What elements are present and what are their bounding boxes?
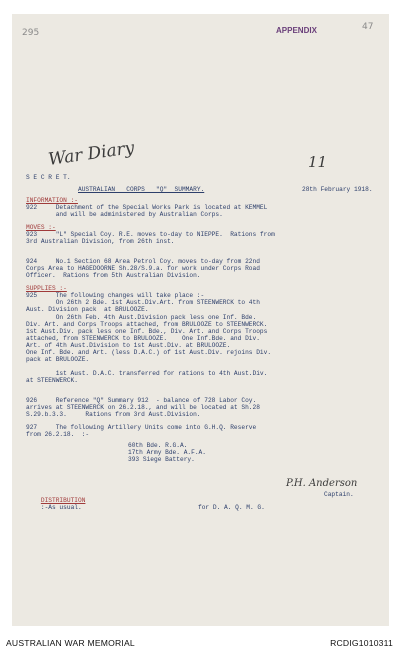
body-line: 927 The following Artillery Units come into G.H.Q. Reserve [26,424,257,431]
distribution-text: :-As usual. [40,504,82,511]
body-line: 926 Reference "Q" Summary 912 - balance of 728 Labor Coy. [26,397,257,404]
signature: P.H. Anderson [286,478,358,489]
body-line: at STEENWERCK. [26,377,78,384]
signoff-for: for D. A. Q. M. G. [198,504,265,511]
footer-institution: AUSTRALIAN WAR MEMORIAL [6,638,135,648]
body-line: 923 "L" Special Coy. R.E. moves to-day to NIEPPE. Rations from [26,231,275,238]
secret-label: S E C R E T. [26,174,71,181]
body-line: S.29.b.3.3. Rations from 3rd Aust.Division. [26,411,201,418]
body-line: 922 Detachment of the Special Works Park is located at KEMMEL [26,204,268,211]
body-line: 60th Bde. R.G.A. [128,442,188,449]
body-line: Officer. Rations from 5th Australian Division. [26,272,201,279]
body-line: from 26.2.18. :- [26,431,90,438]
document-page [12,14,389,626]
body-line: One Inf. Bde. and Art. (less D.A.C.) of 1st Aust.Div. rejoins Div. [26,349,272,356]
body-line: SUPPLIES :- [26,285,67,292]
body-line: 17th Army Bde. A.F.A. [128,449,206,456]
body-line: On 26th 2 Bde. 1st Aust.Div.Art. from STEENWERCK to 4th [26,299,260,306]
war-diary-handwriting: War Diary [47,138,136,170]
body-line: Div. Art. and Corps Troops attached, from BRULOOZE to STEENWERCK. [26,321,268,328]
handwritten-mark: 11 [308,153,328,171]
page-number: 47 [362,22,374,32]
summary-date: 28th February 1918. [302,186,373,193]
appendix-stamp: APPENDIX [276,26,317,35]
signoff-rank: Captain. [324,491,354,498]
body-line: pack at BRULOOZE. [26,356,90,363]
body-line: Aust. Division pack at BRULOOZE. [26,306,149,313]
body-line: arrives at STEENWERCK on 26.2.18., and will be located at Sh.28 [26,404,260,411]
body-line: 1st Aust. D.A.C. transferred for rations to 4th Aust.Div. [26,370,268,377]
body-line: and will be administered by Australian Corps. [26,211,223,218]
body-line: Corps Area to HAGEDOORNE Sh.28/S.9.a. for work under Corps Road [26,265,260,272]
distribution-label: DISTRIBUTION [40,497,86,504]
body-line: attached, from STEENWERCK to BRULOOZE. One Inf.Bde. and Div. [26,335,260,342]
body-line: 925 The following changes will take place :- [26,292,205,299]
body-line: MOVES :- [26,224,56,231]
summary-title: AUSTRALIAN CORPS "Q" SUMMARY. [78,186,205,193]
footer-record-id: RCDIG1010311 [330,638,393,648]
body-line: 393 Siege Battery. [128,456,195,463]
body-line: 3rd Australian Division, from 26th inst. [26,238,175,245]
body-line: 1st Aust.Div. pack less one Inf. Bde., Div. Art. and Corps Troops [26,328,268,335]
distribution-line [26,490,85,518]
archive-number: 295 [22,28,40,38]
body-line: On 26th Feb. 4th Aust.Division pack less one Inf. Bde. [26,314,257,321]
body-line: INFORMATION :- [26,197,78,204]
body-line: 924 No.1 Section 68 Area Petrol Coy. moves to-day from 22nd [26,258,260,265]
body-line: Art. of 4th Aust.Division to 1st Aust.Div. at BRULOOZE. [26,342,231,349]
